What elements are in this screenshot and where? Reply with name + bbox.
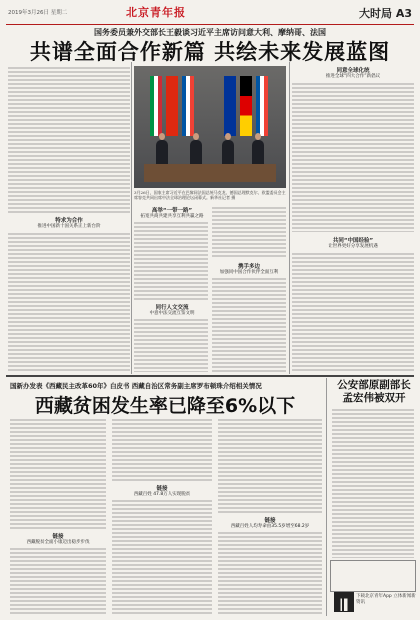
lower-col-1b bbox=[10, 547, 106, 615]
photo-caption: 3月26日，国家主席习近平在巴黎同法国总统马克龙、德国总理默克尔、欧盟委员会主席容克共同出席中法全球治理论坛闭幕式。新华社记者 摄 bbox=[134, 190, 286, 200]
lower-subhead-4b: 西藏百姓 47.8万人实现脱贫 bbox=[133, 492, 191, 497]
mid2-column-text bbox=[212, 206, 286, 258]
right-subhead-1b: 推进全球“四大合作”新倡议 bbox=[325, 74, 381, 79]
right-subhead-1: 同意全球化统 bbox=[336, 68, 370, 74]
column-divider bbox=[289, 62, 290, 374]
side-column-text bbox=[332, 408, 414, 558]
section-label: 大时局 A3 bbox=[359, 7, 412, 20]
lower-story-kicker: 国新办发表《西藏民主改革60年》白皮书 西藏自治区常务副主席罗布顿珠介绍相关情况 bbox=[10, 382, 262, 390]
column-divider bbox=[131, 62, 132, 374]
mid-subhead-1: 高举“一带一路” bbox=[151, 208, 193, 214]
mid-subhead-4: 携手多边 bbox=[237, 264, 260, 270]
lower-subhead-1b: 西藏脱贫全面小康迈出稳步步伐 bbox=[26, 540, 90, 545]
right-column-text bbox=[292, 82, 414, 232]
side-info-box bbox=[330, 560, 416, 592]
lower-subhead-2: 链接 bbox=[264, 518, 276, 524]
mid-column-text-2 bbox=[134, 318, 208, 372]
side-story-headline: 公安部原副部长孟宏伟被双开 bbox=[337, 379, 411, 404]
column-divider bbox=[326, 378, 327, 616]
left-subhead-2: 推进中国新十国关系正上新台阶 bbox=[37, 224, 101, 229]
lower-subhead-1: 链接 bbox=[52, 534, 64, 540]
lower-subhead-4: 链接 bbox=[156, 486, 168, 492]
app-promo-text: 下载北京青年App 立体新闻新资讯 bbox=[356, 594, 416, 605]
left-subhead: 特求为合作 bbox=[55, 218, 83, 224]
qr-code-icon bbox=[334, 592, 354, 612]
meeting-photo bbox=[134, 66, 286, 188]
mid-subhead-3b: 中意中法交流互鉴文明 bbox=[149, 311, 195, 316]
newspaper-logo: 北京青年报 bbox=[126, 6, 186, 19]
right-subhead-2b: 让世界更好分享发展机遇 bbox=[328, 244, 378, 249]
top-story-kicker: 国务委员兼外交部长王毅谈习近平主席访问意大利、摩纳哥、法国 bbox=[94, 27, 326, 37]
lower-col-2b bbox=[112, 499, 212, 615]
top-story-headline: 共谱全面合作新篇 共绘未来发展蓝图 bbox=[29, 40, 391, 64]
mid-subhead-1b: 拓宽共商共建共享互利共赢之路 bbox=[140, 214, 204, 219]
lower-col-3 bbox=[218, 418, 322, 514]
mid-column-text bbox=[134, 221, 208, 301]
lower-col-1 bbox=[10, 418, 106, 530]
lower-col-2 bbox=[112, 418, 212, 482]
right-column-text-2 bbox=[292, 252, 414, 372]
mid-subhead-3: 同行人文交流 bbox=[155, 305, 189, 311]
lower-col-3b bbox=[218, 531, 322, 615]
lower-story-headline: 西藏贫困发生率已降至6%以下 bbox=[34, 395, 296, 417]
masthead bbox=[6, 2, 414, 25]
right-subhead-2: 共同“中国经验” bbox=[332, 238, 374, 244]
left-column-text bbox=[8, 66, 130, 214]
issue-date: 2019年3月26日 星期二 bbox=[8, 10, 68, 16]
mid-subhead-4b: 加强同中国合作伙伴全面互利 bbox=[219, 270, 279, 275]
lower-subhead-2b: 西藏百姓人均寿命由35.5岁增至68.2岁 bbox=[230, 524, 310, 529]
mid2-column-text-2 bbox=[212, 277, 286, 372]
left-column-text-2 bbox=[8, 232, 130, 372]
section-rule bbox=[6, 375, 414, 377]
